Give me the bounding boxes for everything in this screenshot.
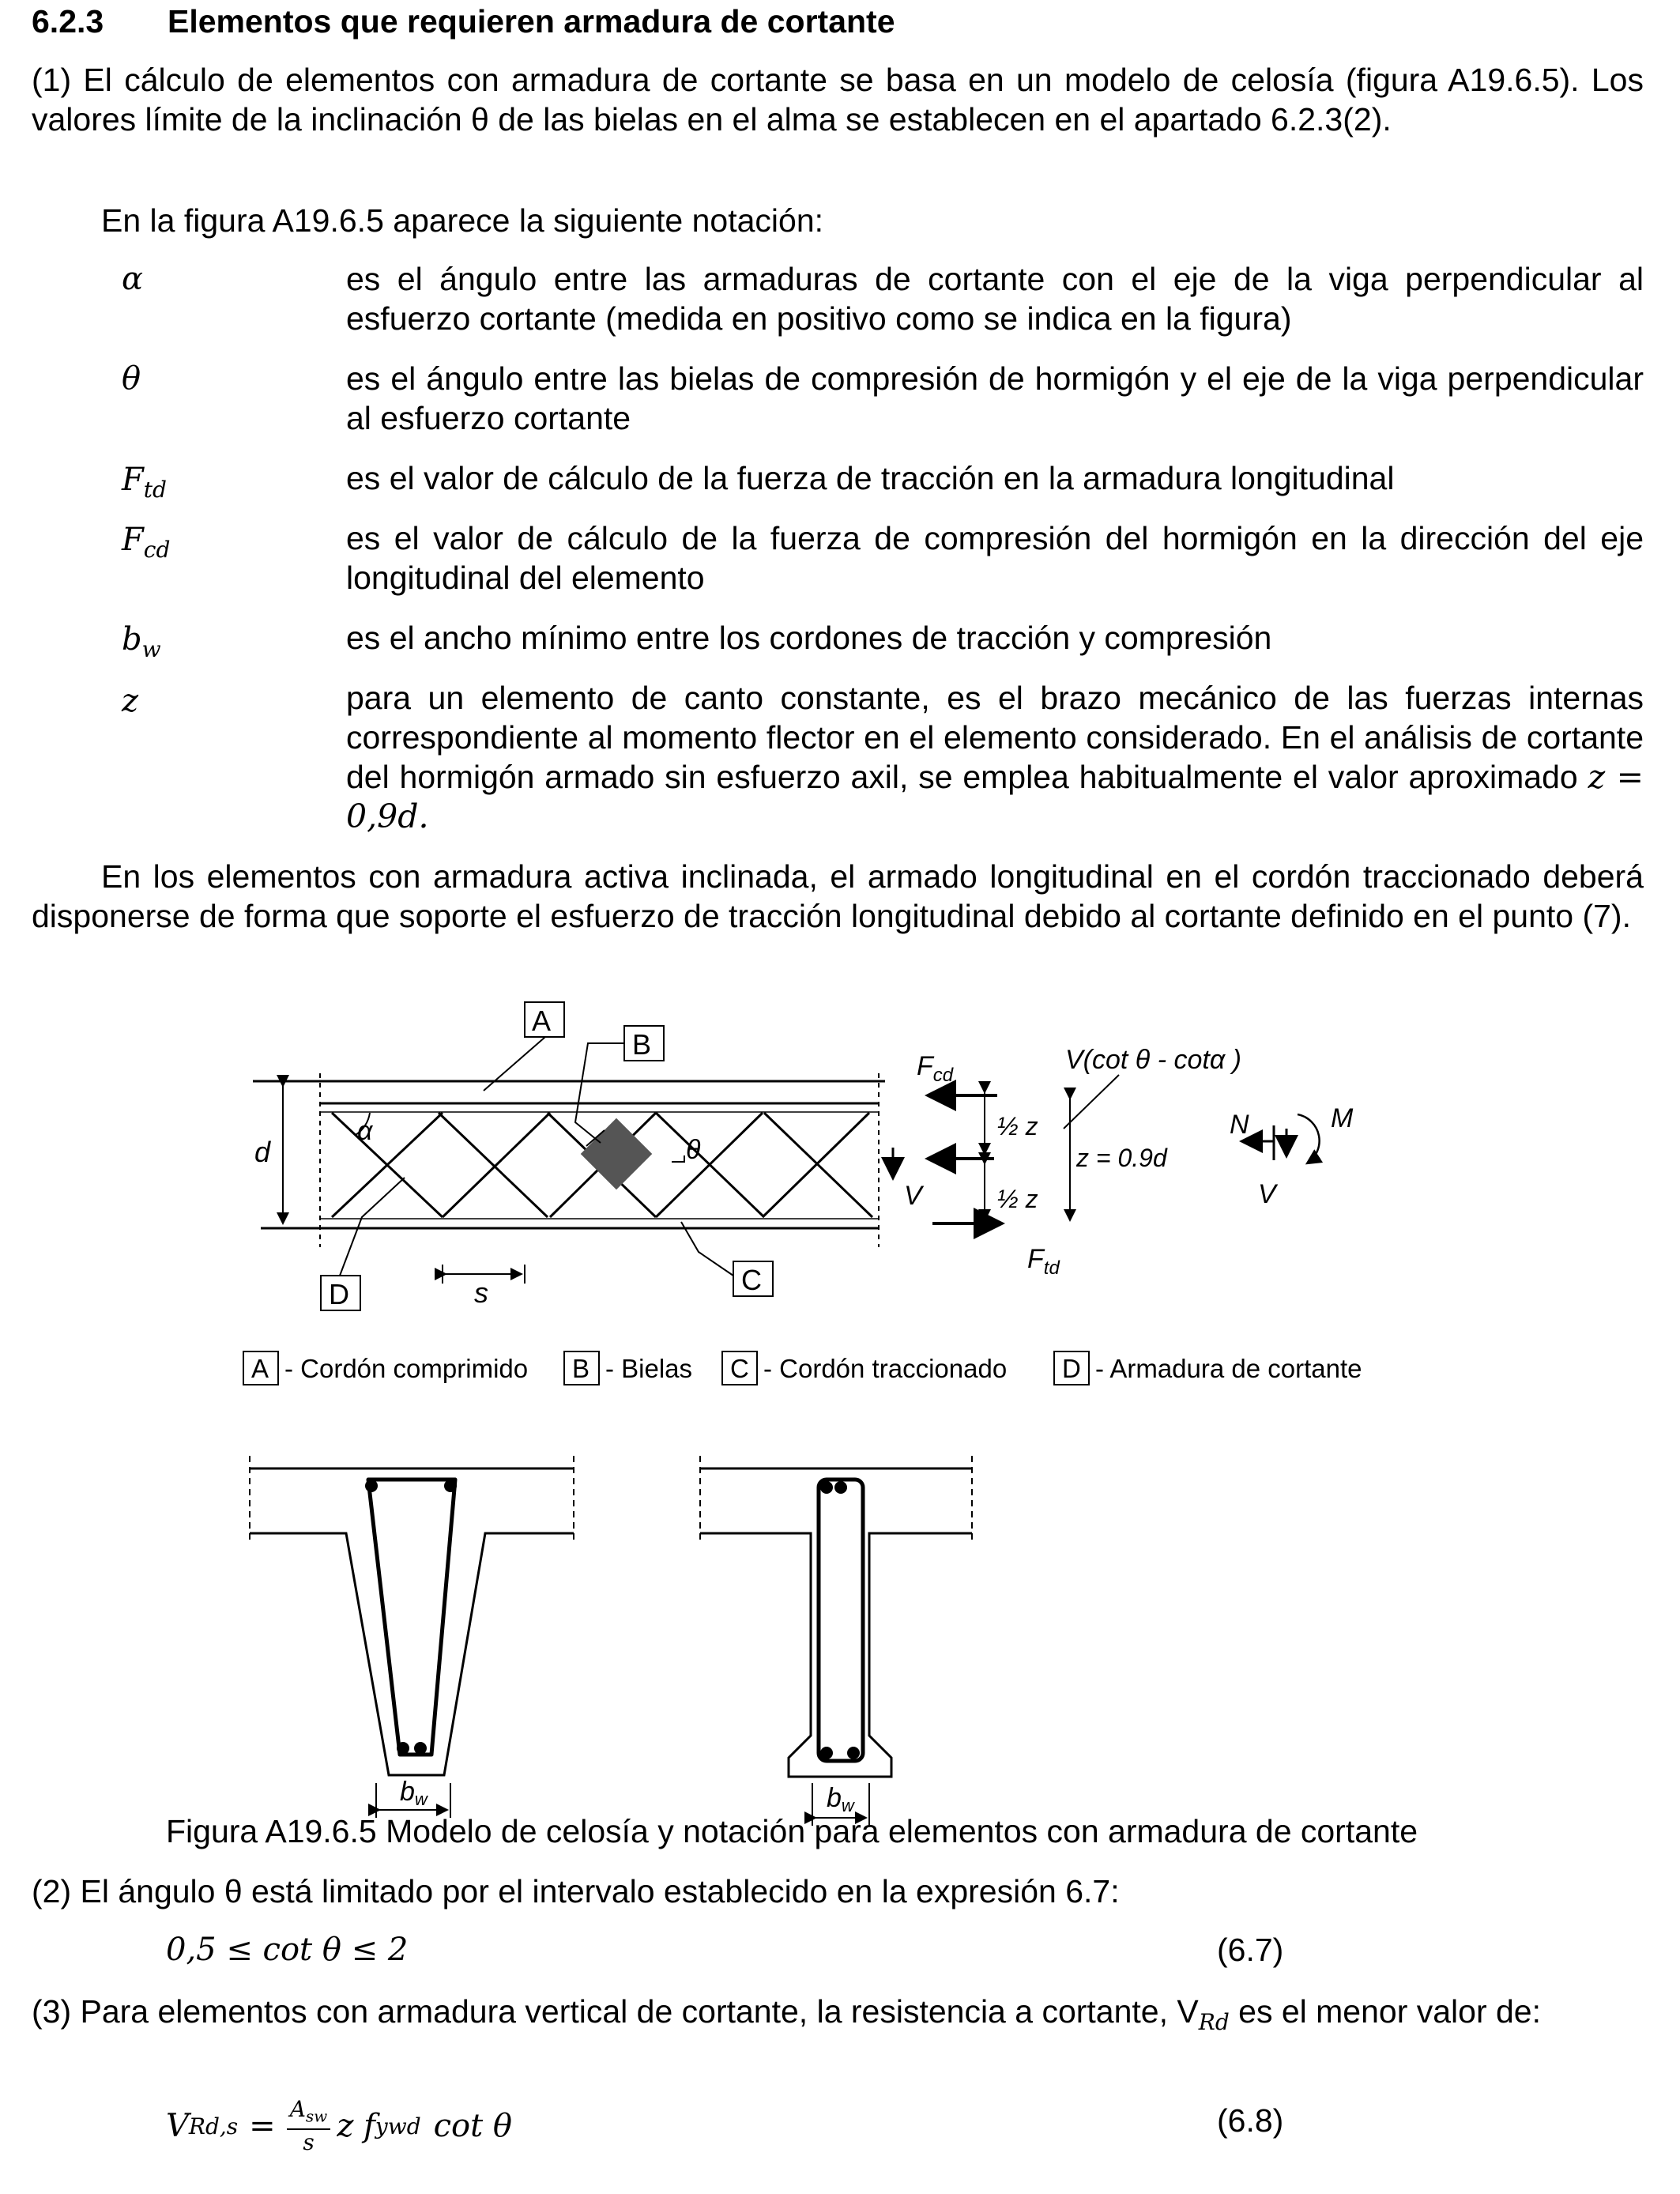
notation-symbol-theta: θ <box>122 360 141 397</box>
depth-d-label: d <box>254 1136 271 1168</box>
legend-key-c: C <box>730 1354 749 1383</box>
z-approx-math: z = 0,9d. <box>346 758 1644 835</box>
ftd-label: $F_{td}$ <box>1027 1244 1060 1279</box>
notation-symbol-alpha: α <box>122 261 144 297</box>
truss-model-figure <box>0 980 1680 1815</box>
notation-text-alpha: es el ángulo entre las armaduras de cortante con el eje de la viga perpendicular al esfuerzo cortante (medida en positivo como se indica en la figura) <box>346 261 1644 337</box>
legend-key-d: D <box>1062 1354 1081 1383</box>
legend-text-b: - Bielas <box>605 1354 693 1383</box>
section-v-label: V <box>1258 1179 1276 1209</box>
notation-text-ftd: es el valor de cálculo de la fuerza de tracción en la armadura longitudinal <box>346 460 1395 496</box>
paragraph-3: (3) Para elementos con armadura vertical de cortante, la resistencia a cortante, $V_{Rd}$ es el menor valor de: <box>32 1993 1541 2036</box>
equation-6-7: 0,5 ≤ cot θ ≤ 2 <box>166 1932 409 1968</box>
paragraph-active-reinforcement: En los elementos con armadura activa inclinada, el armado longitudinal en el cordón traccionado deberá disponerse de forma que soporte el esfuerzo de tracción longitudinal debido al cortante definido en el punto (7). <box>32 858 1644 934</box>
callout-a: A <box>532 1005 552 1037</box>
fcd-label: $F_{cd}$ <box>917 1051 954 1086</box>
bw-label-right: bw <box>827 1783 854 1815</box>
legend-key-a: A <box>251 1354 269 1383</box>
legend-text-a: - Cordón comprimido <box>284 1354 529 1383</box>
equation-6-7-number: (6.7) <box>1217 1932 1284 1968</box>
notation-intro: En la figura A19.6.5 aparece la siguiente notación: <box>101 202 824 239</box>
notation-text-bw: es el ancho mínimo entre los cordones de tracción y compresión <box>346 620 1272 656</box>
legend-key-b: B <box>572 1354 590 1383</box>
axial-n-label: N <box>1230 1110 1249 1140</box>
callout-b: B <box>632 1028 652 1061</box>
section-number: 6.2.3 <box>32 3 104 40</box>
equation-6-8: V Rd,s = $A_{sw}$ s z f ywd cot θ <box>166 2095 512 2156</box>
cross-section-tapered <box>250 1456 574 1818</box>
notation-text-fcd: es el valor de cálculo de la fuerza de compresión del hormigón en la dirección del eje longitudinal del elemento <box>346 520 1644 596</box>
v-cot-label: V(cot θ - cotα ) <box>1065 1045 1241 1075</box>
moment-m-label: M <box>1331 1103 1354 1133</box>
shear-v-label: V <box>904 1181 922 1211</box>
alpha-label: α <box>357 1116 373 1146</box>
figure-caption: Figura A19.6.5 Modelo de celosía y notación para elementos con armadura de cortante <box>166 1813 1418 1849</box>
callout-c: C <box>741 1264 762 1296</box>
section-title: Elementos que requieren armadura de cortante <box>168 3 895 40</box>
notation-symbol-fcd: $F_{cd}$ <box>122 522 171 563</box>
fraction-asw-s: $A_{sw}$ s <box>287 2097 331 2156</box>
theta-label: θ <box>686 1135 701 1165</box>
callout-d: D <box>329 1278 349 1310</box>
half-z-bottom: ½ z <box>997 1185 1038 1213</box>
bw-label-left: bw <box>400 1777 428 1809</box>
paragraph-2: (2) El ángulo θ está limitado por el intervalo establecido en la expresión 6.7: <box>32 1873 1120 1909</box>
equation-6-8-number: (6.8) <box>1217 2102 1284 2139</box>
notation-symbol-bw: $b_w$ <box>122 621 161 662</box>
paragraph-1: (1) El cálculo de elementos con armadura de cortante se basa en un modelo de celosía (figura A19.6.5). Los valores límite de la inclinación θ de las bielas en el alma se establecen en el apartado 6.2.3(2). <box>32 62 1644 138</box>
notation-text-z: para un elemento de canto constante, es el brazo mecánico de las fuerzas internas correspondiente al momento flector en el elemento considerado. En el análisis de cortante del hormigón armado sin esfuerzo axil, se emplea habitualmente el valor aproximado z = 0,9d. <box>346 680 1644 835</box>
half-z-top: ½ z <box>997 1112 1038 1140</box>
notation-text-theta: es el ángulo entre las bielas de compresión de hormigón y el eje de la viga perpendicular al esfuerzo cortante <box>346 360 1644 436</box>
spacing-s-label: s <box>474 1276 488 1309</box>
cross-section-bulb <box>700 1456 972 1826</box>
notation-symbol-ftd: $F_{td}$ <box>122 462 167 503</box>
beam-elevation <box>253 1002 885 1310</box>
z-09d-label: z = 0.9d <box>1076 1144 1167 1172</box>
notation-symbol-z: z <box>122 683 139 719</box>
legend-text-d: - Armadura de cortante <box>1095 1354 1362 1383</box>
force-diagram <box>893 1045 1354 1279</box>
figure-legend <box>243 1351 1362 1385</box>
legend-text-c: - Cordón traccionado <box>763 1354 1008 1383</box>
